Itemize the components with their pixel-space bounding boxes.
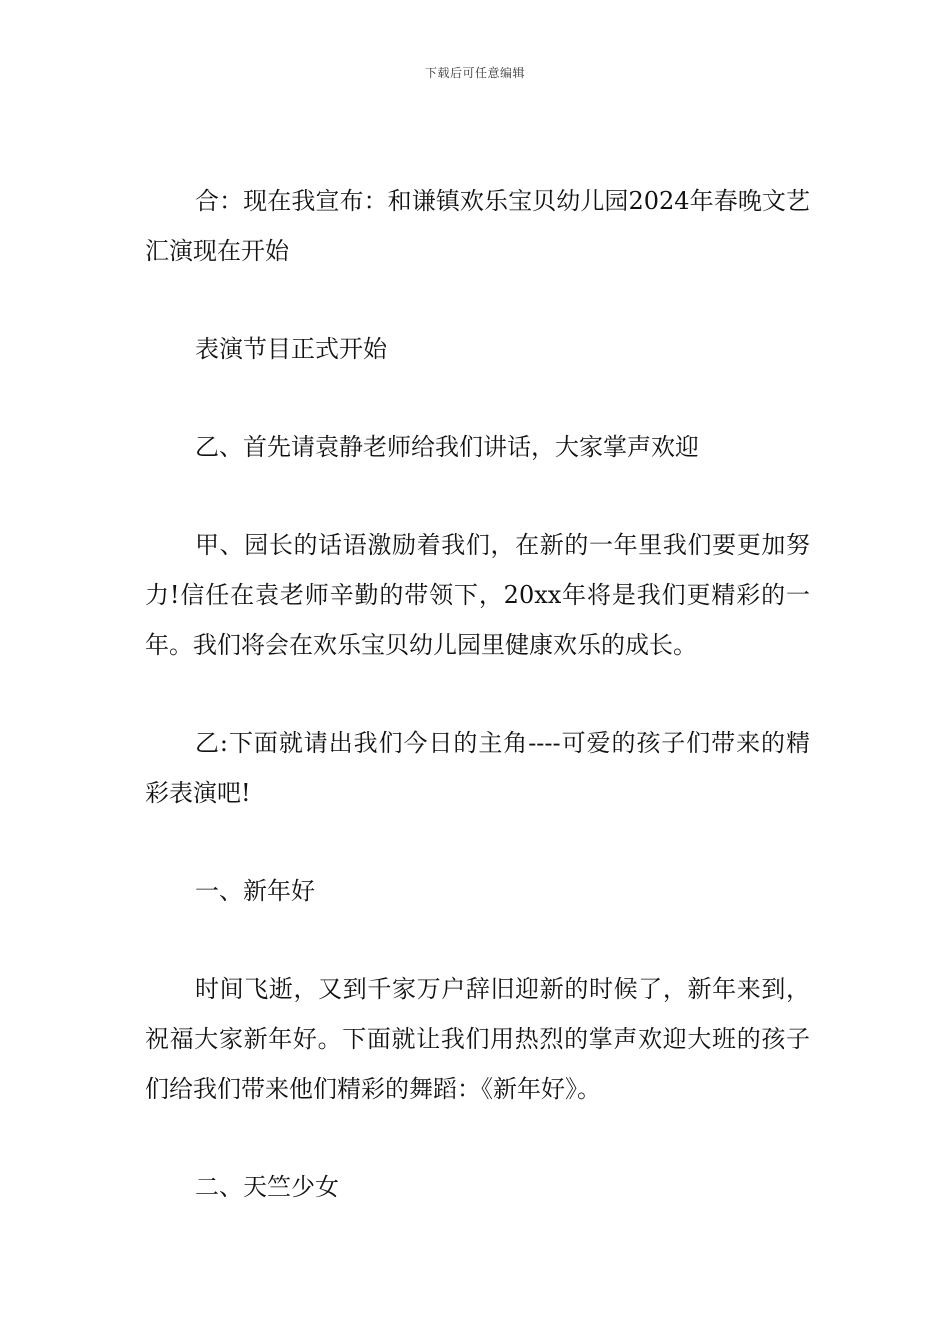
paragraph-new-year-dance: 时间飞逝，又到千家万户辞旧迎新的时候了，新年来到，祝福大家新年好。下面就让我们用热烈的掌声欢迎大班的孩子们给我们带来他们精彩的舞蹈：《新年好》。 xyxy=(145,975,810,1103)
paragraph-announcement: 合：现在我宣布：和谦镇欢乐宝贝幼儿园2024年春晚文艺汇演现在开始 xyxy=(145,187,810,265)
document-body xyxy=(145,176,810,1260)
paragraph-speech-intro: 乙、首先请袁静老师给我们讲话，大家掌声欢迎 xyxy=(195,433,699,461)
paragraph-director-words: 甲、园长的话语激励着我们，在新的一年里我们要更加努力!信任在袁老师辛勤的带领下，20xx年将是我们更精彩的一年。我们将会在欢乐宝贝幼儿园里健康欢乐的成长。 xyxy=(145,531,810,659)
paragraph-program-start: 表演节目正式开始 xyxy=(195,335,387,363)
page-header-note: 下载后可任意编辑 xyxy=(424,66,525,80)
section-heading-new-year: 一、新年好 xyxy=(195,877,315,905)
section-heading-tianzhu-girl: 二、天竺少女 xyxy=(195,1173,339,1201)
paragraph-performance-intro: 乙:下面就请出我们今日的主角----可爱的孩子们带来的精彩表演吧! xyxy=(145,729,810,807)
